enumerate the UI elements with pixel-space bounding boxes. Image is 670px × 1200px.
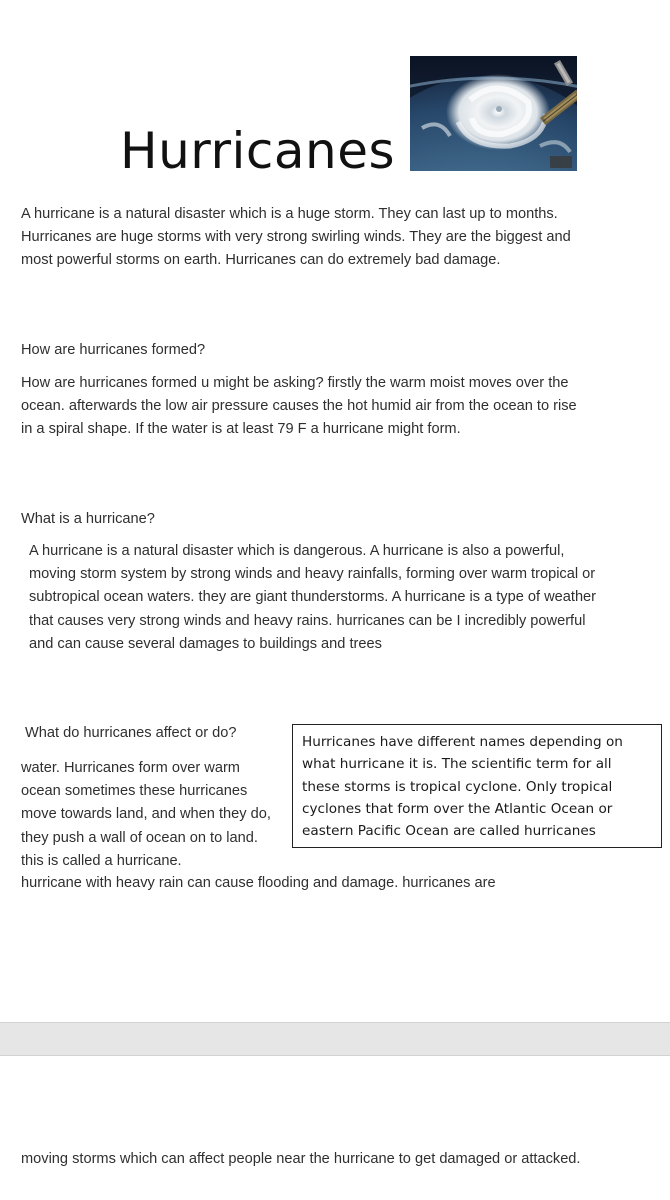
affect-paragraph-column: water. Hurricanes form over warm ocean sometimes these hurricanes move towards land, and when they do, they push a wall of ocean on to land. this is called a hurricane. <box>21 760 271 869</box>
section-heading-affect: What do hurricanes affect or do? <box>25 725 237 741</box>
affect-paragraph-continued: hurricane with heavy rain can cause flooding and damage. hurricanes are <box>21 875 496 891</box>
document-title: Hurricanes <box>120 122 396 180</box>
intro-paragraph: A hurricane is a natural disaster which is a huge storm. They can last up to months. Hurricanes are huge storms with very strong swirling winds. They are the biggest and most powerful storms on earth. Hurricanes can do extremely bad damage. <box>21 206 571 269</box>
section-heading-formed: How are hurricanes formed? <box>21 342 206 358</box>
document-page-2 <box>0 1056 670 1200</box>
page-separator <box>0 1022 670 1056</box>
hurricane-names-text-box: Hurricanes have different names depending on what hurricane it is. The scientific term for all these storms is tropical cyclone. Only tropical cyclones that form over the Atlantic Ocean or eastern Pacific Ocean are called hurricanes <box>292 724 662 848</box>
hurricane-satellite-image <box>410 56 577 171</box>
formed-paragraph: How are hurricanes formed u might be asking? firstly the warm moist moves over the ocean. afterwards the low air pressure causes the hot humid air from the ocean to rise in a spiral shape. If the water is at least 79 F a hurricane might form. <box>21 375 577 438</box>
affect-paragraph-page2: moving storms which can affect people near the hurricane to get damaged or attacked. <box>21 1151 581 1167</box>
section-heading-what: What is a hurricane? <box>21 511 155 527</box>
what-paragraph: A hurricane is a natural disaster which is dangerous. A hurricane is also a powerful, moving storm system by strong winds and heavy rainfalls, forming over warm tropical or subtropical ocean waters. they are giant thunderstorms. A hurricane is a type of weather that causes very strong winds and heavy rains. hurricanes can be I incredibly powerful and can cause several damages to buildings and trees <box>29 543 597 652</box>
